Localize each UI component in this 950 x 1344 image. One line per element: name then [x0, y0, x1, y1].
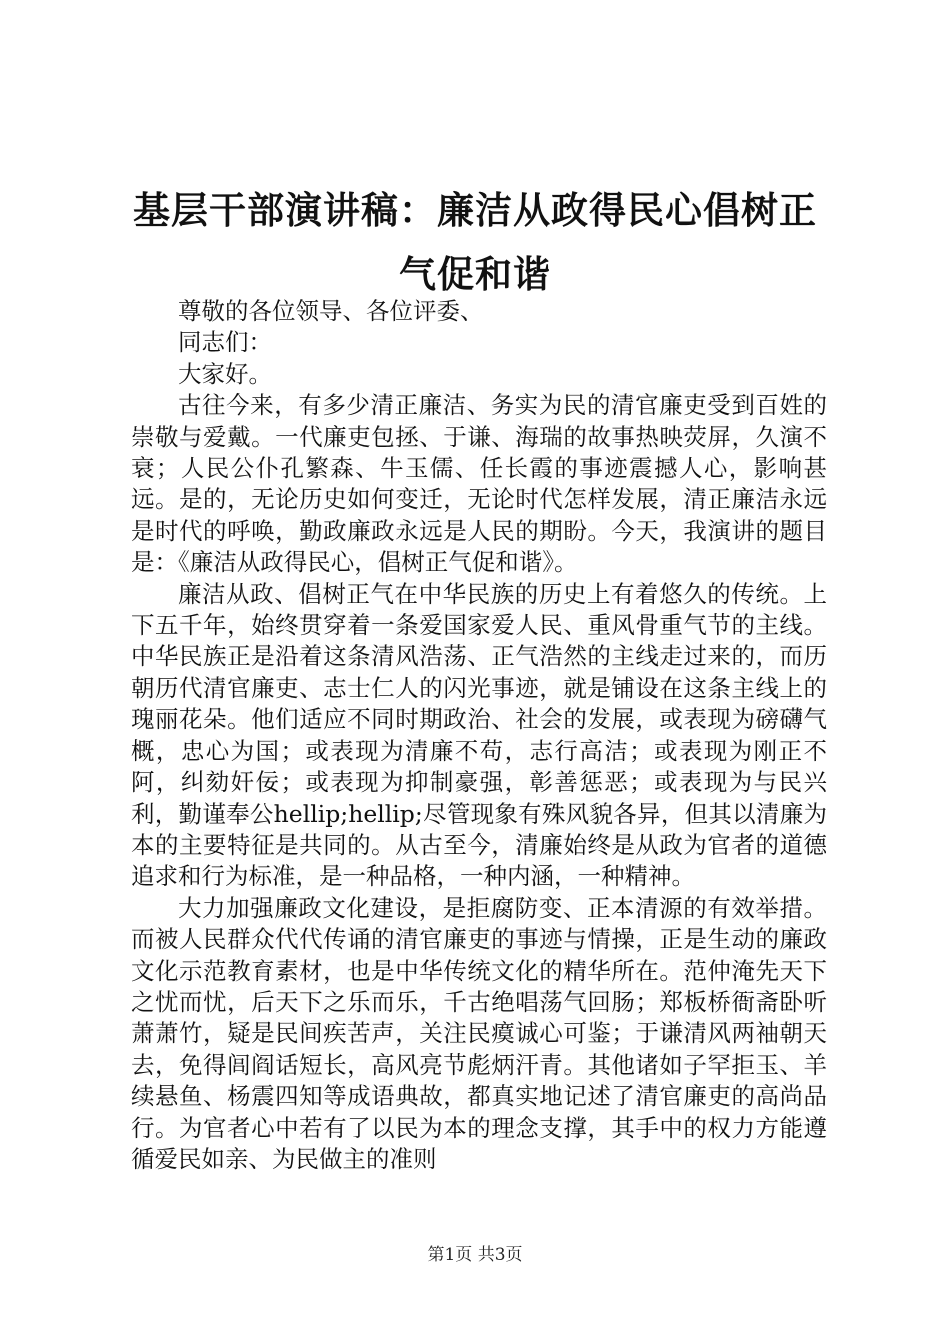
body-paragraph: 廉洁从政、倡树正气在中华民族的历史上有着悠久的传统。上下五千年，始终贯穿着一条爱国家爱人民、重风骨重气节的主线。中华民族正是沿着这条清风浩荡、正气浩然的主线走过来的，而历朝历代清官廉吏、志士仁人的闪光事迹，就是铺设在这条主线上的瑰丽花朵。他们适应不同时期政治、社会的发展，或表现为磅礴气概，忠心为国；或表现为清廉不苟，志行高洁；或表现为刚正不阿，纠劾奸佞；或表现为抑制豪强，彰善惩恶；或表现为与民兴利，勤谨奉公hellip;hellip;尽管现象有殊风貌各异，但其以清廉为本的主要特征是共同的。从古至今，清廉始终是从政为官者的道德追求和行为标准，是一种品格，一种内涵，一种精神。: [131, 579, 827, 891]
page-footer: 第1页 共3页: [427, 1245, 523, 1265]
greeting-line: 大家好。: [178, 359, 272, 388]
greeting-line: 同志们：: [178, 328, 272, 357]
body-paragraph: 大力加强廉政文化建设，是拒腐防变、正本清源的有效举措。而被人民群众代代传诵的清官廉吏的事迹与情操，正是生动的廉政文化示范教育素材，也是中华传统文化的精华所在。范仲淹先天下之忧而忧，后天下之乐而乐，千古绝唱荡气回肠；郑板桥衙斋卧听萧萧竹，疑是民间疾苦声，关注民瘼诚心可鉴；于谦清风两袖朝天去，免得闾阎话短长，高风亮节彪炳汗青。其他诸如子罕拒玉、羊续悬鱼、杨震四知等成语典故，都真实地记述了清官廉吏的高尚品行。为官者心中若有了以民为本的理念支撑，其手中的权力方能遵循爱民如亲、为民做主的准则: [131, 893, 827, 1173]
greeting-line: 尊敬的各位领导、各位评委、: [178, 297, 484, 325]
body-paragraph: 古往今来，有多少清正廉洁、务实为民的清官廉吏受到百姓的崇敬与爱戴。一代廉吏包拯、于谦、海瑞的故事热映荧屏，久演不衰；人民公仆孔繁森、牛玉儒、任长霞的事迹震撼人心，影响甚远。是的，无论历史如何变迁，无论时代怎样发展，清正廉洁永远是时代的呼唤，勤政廉政永远是人民的期盼。今天，我演讲的题目是：《廉洁从政得民心，倡树正气促和谐》。: [131, 391, 827, 577]
document-title: 基层干部演讲稿：廉洁从政得民心倡树正气促和谐: [133, 188, 817, 296]
document-body: [131, 296, 827, 1175]
